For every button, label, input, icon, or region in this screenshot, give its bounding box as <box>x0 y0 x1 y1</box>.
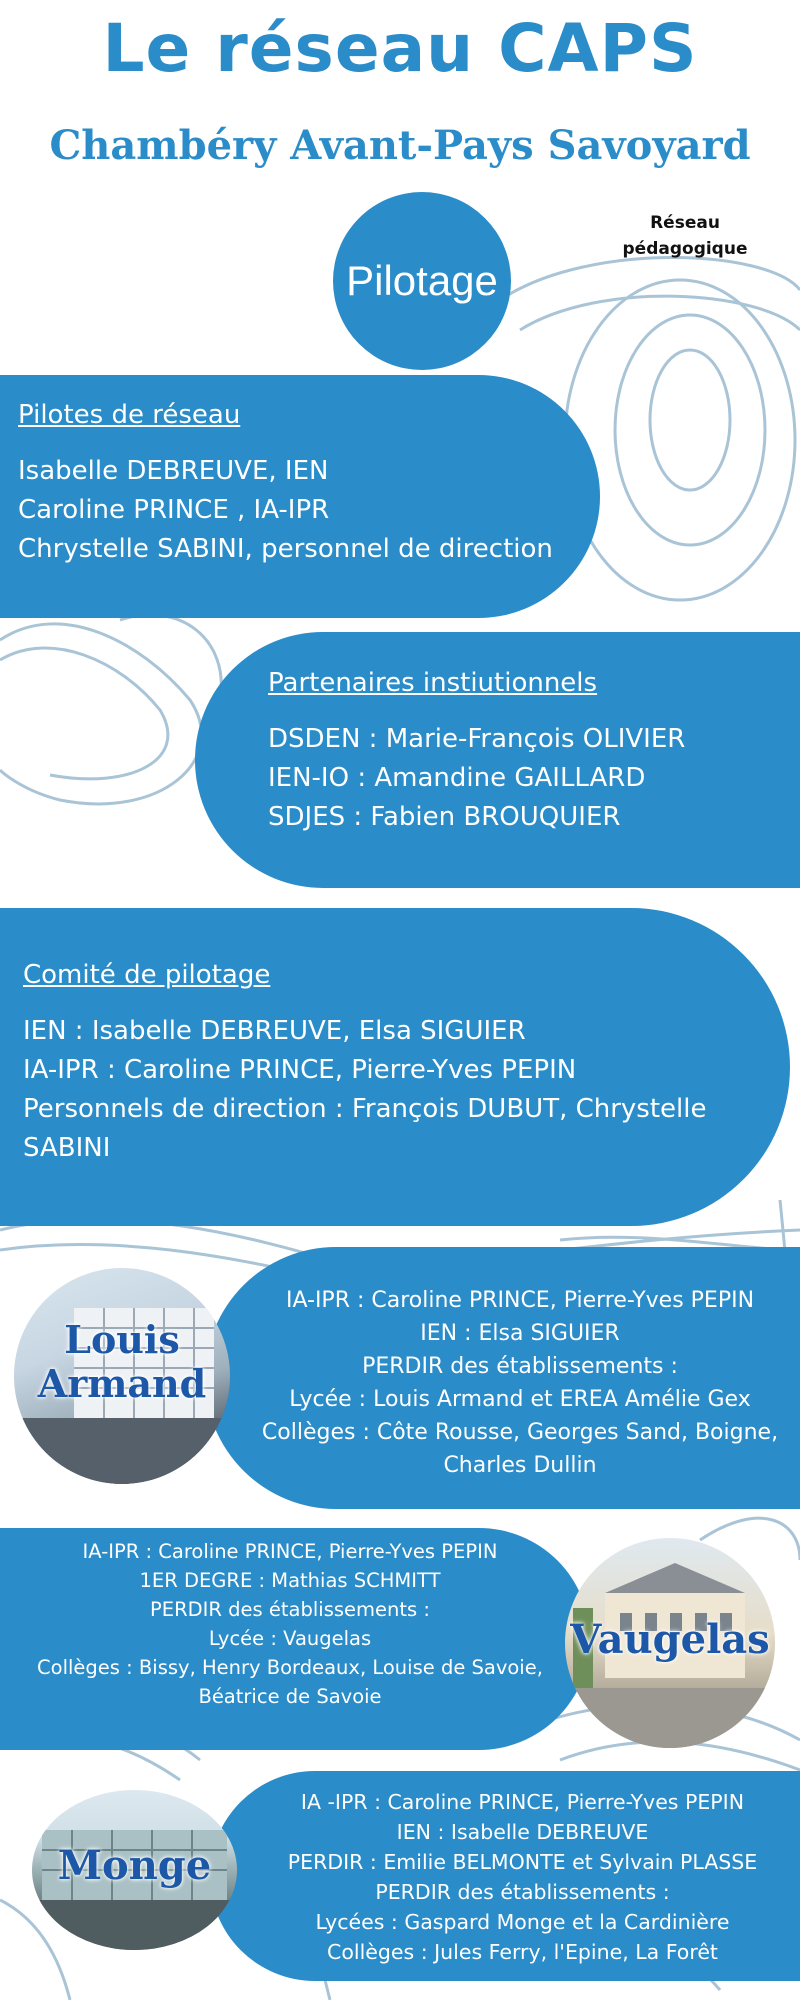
louis-armand-line: Lycée : Louis Armand et EREA Amélie Gex <box>289 1387 751 1412</box>
comite-text <box>23 960 763 1168</box>
vaugelas-line: 1ER DEGRE : Mathias SCHMITT <box>139 1569 441 1592</box>
monge-label: Monge <box>57 1842 212 1889</box>
tag-line-1: Réseau <box>650 213 720 233</box>
louis-armand-photo <box>14 1268 230 1484</box>
partenaires-line: DSDEN : Marie-François OLIVIER <box>268 724 686 754</box>
vaugelas-photo <box>565 1538 775 1748</box>
comite-line: SABINI <box>23 1133 111 1163</box>
monge-line: Collèges : Jules Ferry, l'Epine, La Forêt <box>327 1940 718 1964</box>
vaugelas-label: Vaugelas <box>570 1616 770 1663</box>
monge-line: Lycées : Gaspard Monge et la Cardinière <box>315 1910 730 1934</box>
page-subtitle: Chambéry Avant-Pays Savoyard <box>49 122 751 169</box>
louis-armand-label-1: Louis <box>64 1317 180 1362</box>
pilotes-line: Caroline PRINCE , IA-IPR <box>18 495 330 525</box>
partenaires-line: IEN-IO : Amandine GAILLARD <box>268 763 646 793</box>
louis-armand-label-2: Armand <box>37 1361 207 1406</box>
pilotage-label: Pilotage <box>346 257 498 304</box>
vaugelas-line: Collèges : Bissy, Henry Bordeaux, Louise de Savoie, <box>37 1656 543 1679</box>
pilotes-line: Chrystelle SABINI, personnel de direction <box>18 534 553 564</box>
pilotes-text <box>18 400 588 569</box>
louis-armand-line: Charles Dullin <box>443 1453 597 1478</box>
vaugelas-line: IA-IPR : Caroline PRINCE, Pierre-Yves PEPIN <box>82 1540 498 1563</box>
vaugelas-line: PERDIR des établissements : <box>150 1598 430 1621</box>
comite-line: IA-IPR : Caroline PRINCE, Pierre-Yves PEPIN <box>23 1055 577 1085</box>
monge-photo <box>32 1790 237 1950</box>
pilotes-heading: Pilotes de réseau <box>18 400 241 430</box>
louis-armand-line: PERDIR des établissements : <box>362 1354 678 1379</box>
comite-line: Personnels de direction : François DUBUT, Chrystelle <box>23 1094 707 1124</box>
monge-text <box>245 1787 800 1967</box>
vaugelas-text <box>0 1537 580 1711</box>
louis-armand-line: Collèges : Côte Rousse, Georges Sand, Boigne, <box>261 1420 779 1445</box>
pilotage-circle <box>333 192 511 370</box>
pilotes-line: Isabelle DEBREUVE, IEN <box>18 456 329 486</box>
comite-heading: Comité de pilotage <box>23 960 271 990</box>
louis-armand-line: IEN : Elsa SIGUIER <box>420 1321 620 1346</box>
partenaires-text <box>268 668 788 837</box>
monge-line: PERDIR : Emilie BELMONTE et Sylvain PLASSE <box>287 1850 758 1874</box>
tag-line-2: pédagogique <box>622 239 748 259</box>
louis-armand-line: IA-IPR : Caroline PRINCE, Pierre-Yves PEPIN <box>285 1288 755 1313</box>
monge-line: IEN : Isabelle DEBREUVE <box>396 1820 649 1844</box>
comite-line: IEN : Isabelle DEBREUVE, Elsa SIGUIER <box>23 1016 526 1046</box>
monge-line: PERDIR des établissements : <box>375 1880 670 1904</box>
vaugelas-line: Lycée : Vaugelas <box>208 1627 372 1650</box>
louis-armand-text <box>240 1284 800 1482</box>
vaugelas-line: Béatrice de Savoie <box>198 1685 382 1708</box>
monge-line: IA -IPR : Caroline PRINCE, Pierre-Yves PEPIN <box>300 1790 745 1814</box>
partenaires-line: SDJES : Fabien BROUQUIER <box>268 802 621 832</box>
partenaires-heading: Partenaires instiutionnels <box>268 668 598 698</box>
page-title: Le réseau CAPS <box>102 10 698 87</box>
network-type-label <box>600 210 770 262</box>
